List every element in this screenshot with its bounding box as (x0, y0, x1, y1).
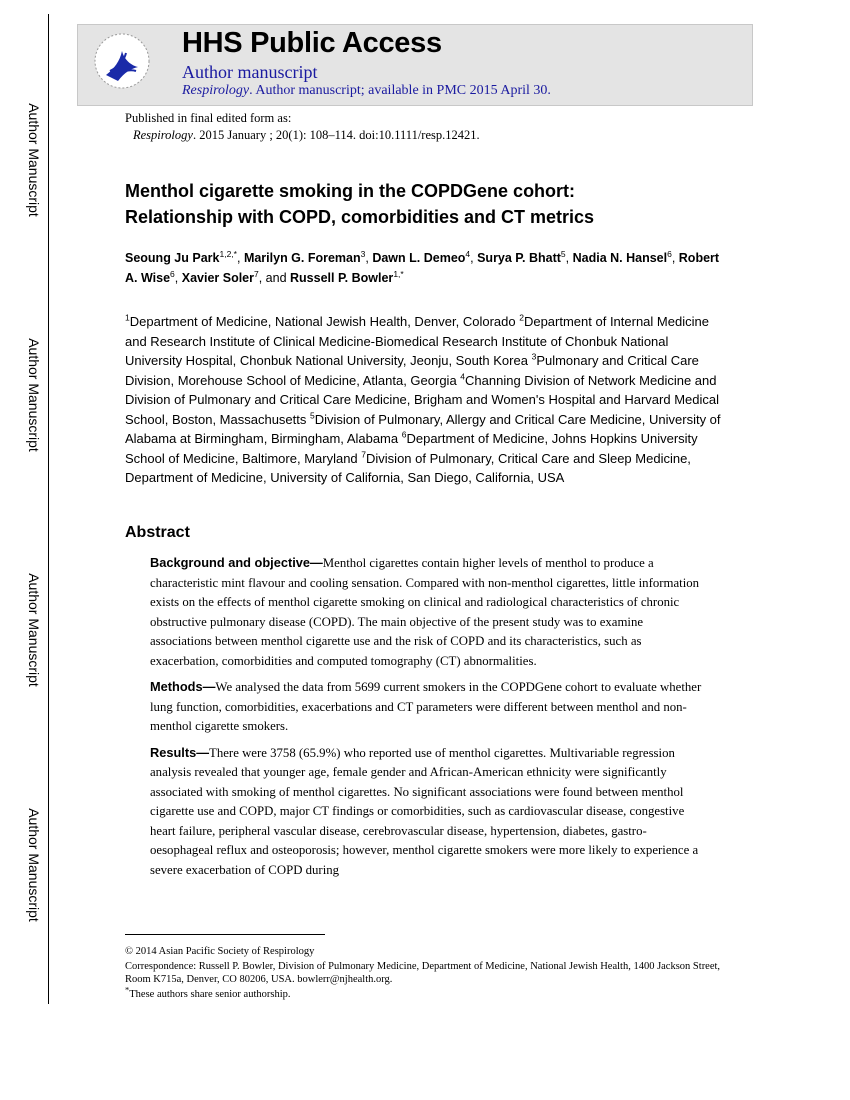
author-separator: , (470, 251, 478, 265)
author-name: Nadia N. Hansel (572, 251, 668, 265)
side-label-text: Author Manuscript (26, 103, 42, 217)
author-name: Seoung Ju Park (125, 251, 220, 265)
footnote-marker: * (125, 984, 130, 995)
header-title: HHS Public Access (182, 27, 442, 59)
affiliation-number: 1 (125, 312, 130, 323)
section-label: Results— (150, 744, 210, 760)
author-name: Robert A. Wise (125, 251, 720, 285)
affiliation-text: Division of Pulmonary, Allergy and Critical Care Medicine, University of Alabama at Birmingham, Birmingham, Alabama (125, 411, 721, 446)
author-name: Surya P. Bhatt (477, 251, 561, 265)
side-label-text: Author Manuscript (26, 808, 42, 922)
header-availability (182, 83, 551, 99)
senior-authorship-note (125, 984, 735, 1001)
section-text: We analysed the data from 5699 current smokers in the COPDGene cohort to evaluate whether lung function, comorbidities, exacerbations and CT parameters were different between menthol and non-menthol cigarette smokers. (150, 680, 702, 733)
abstract-section (150, 554, 705, 671)
side-label-text: Author Manuscript (26, 573, 42, 687)
footnote-text: These authors share senior authorship. (129, 989, 291, 1000)
journal-name: Respirology (182, 83, 250, 98)
affiliation-number: 7 (361, 449, 367, 460)
author-affiliation-sup: 1,* (393, 268, 404, 279)
author-name: Xavier Soler (181, 271, 254, 285)
author-affiliation-sup: 6 (667, 248, 672, 259)
affiliation-number: 4 (460, 371, 466, 382)
header-subtitle: Author manuscript (182, 62, 318, 82)
abstract-body (150, 554, 705, 887)
affiliation-text: Department of Internal Medicine and Research Institute of Clinical Medicine-Biomedical Research Institute of Chonbuk National University Hospital, Chonbuk National University, Jeonju, South Korea (125, 314, 709, 368)
author-affiliation-sup: 1,2,* (219, 248, 237, 259)
citation (125, 127, 480, 144)
margin-rule (48, 14, 49, 1004)
citation-text: . 2015 January ; 20(1): 108–114. doi:10.1111/resp.12421. (192, 128, 480, 142)
affiliation-number: 6 (401, 429, 407, 440)
published-label: Published in final edited form as: (125, 111, 292, 125)
author-affiliation-sup: 6 (170, 268, 175, 279)
hhs-header (77, 24, 753, 106)
footnotes (125, 945, 735, 1003)
abstract-heading: Abstract (125, 524, 190, 541)
author-affiliation-sup: 5 (560, 248, 566, 259)
author-affiliation-sup: 7 (254, 268, 259, 279)
publication-info (125, 110, 480, 144)
author-separator: , (236, 251, 244, 265)
side-label-text: Author Manuscript (26, 338, 42, 452)
affiliation-text: Channing Division of Network Medicine and Division of Pulmonary and Critical Care Medicine, Brigham and Women's Hospital and Harvard Medical School, Boston, Massachusetts (125, 372, 719, 427)
affiliation-text: Department of Medicine, Johns Hopkins University School of Medicine, Baltimore, Maryland (125, 431, 698, 466)
section-label: Background and objective— (150, 555, 323, 570)
abstract-section (150, 678, 705, 737)
author-name: Marilyn G. Foreman (243, 251, 361, 265)
author-separator: , (174, 271, 182, 285)
availability-text: . Author manuscript; available in PMC 2015 April 30. (249, 83, 551, 98)
affiliation-text: Pulmonary and Critical Care Division, Morehouse School of Medicine, Atlanta, Georgia (125, 353, 699, 388)
section-text: Menthol cigarettes contain higher levels of menthol to produce a characteristic mint flavour and cooling sensation. Compared with non-menthol cigarettes, little information exists on the effects of menthol cigarette smoking on clinical and radiological characteristics of chronic obstructive pulmonary disease (COPD). The main objective of the present study was to examine associations between menthol cigarette use and the risk of COPD and its characteristics, such as exacerbation, comorbidities and computed tomography (CT) abnormalities. (150, 556, 700, 668)
author-affiliation-sup: 4 (465, 248, 471, 259)
copyright: © 2014 Asian Pacific Society of Respirology (125, 946, 315, 957)
abstract-section (150, 744, 705, 881)
author-name: Dawn L. Demeo (372, 251, 466, 265)
title-line: Menthol cigarette smoking in the COPDGene cohort: (125, 181, 576, 201)
author-list (125, 248, 725, 288)
affiliation-number: 3 (531, 351, 537, 362)
title-line: Relationship with COPD, comorbidities and CT metrics (125, 207, 595, 227)
author-affiliation-sup: 3 (360, 248, 366, 259)
author-separator: , (365, 251, 373, 265)
hhs-eagle-logo-icon (92, 31, 152, 91)
author-separator: , and (258, 271, 291, 285)
author-separator: , (671, 251, 679, 265)
footnote-rule (125, 934, 325, 935)
section-text: There were 3758 (65.9%) who reported use of menthol cigarettes. Multivariable regression analysis revealed that younger age, female gender and African-American ethnicity were significantly associated with smoking of menthol cigarettes. No significant associations were found between menthol cigarette use and COPD, major CT findings or comorbidities, such as cardiovascular disease, congestive heart failure, peripheral vascular disease, cerebrovascular disease, hypertension, diabetes, gastro-oesophageal reflux and osteoporosis; however, menthol cigarette smokers were more likely to experience a severe exacerbation of COPD during (150, 745, 699, 877)
affiliation-text: Division of Pulmonary, Critical Care and Sleep Medicine, Department of Medicine, University of California, San Diego, California, USA (125, 450, 691, 485)
article-title (125, 178, 725, 230)
affiliation-number: 5 (309, 410, 315, 421)
author-name: Russell P. Bowler (290, 271, 394, 285)
affiliation-number: 2 (519, 312, 524, 323)
section-label: Methods— (150, 679, 216, 694)
affiliation-text: Department of Medicine, National Jewish Health, Denver, Colorado (129, 314, 520, 329)
author-separator: , (565, 251, 573, 265)
affiliations (125, 312, 725, 488)
correspondence: Correspondence: Russell P. Bowler, Division of Pulmonary Medicine, Department of Medicine, National Jewish Health, 1400 Jackson Street, Room K715a, Denver, CO 80206, USA. bowlerr@njhealth.org. (125, 961, 721, 985)
citation-journal: Respirology (133, 128, 193, 142)
